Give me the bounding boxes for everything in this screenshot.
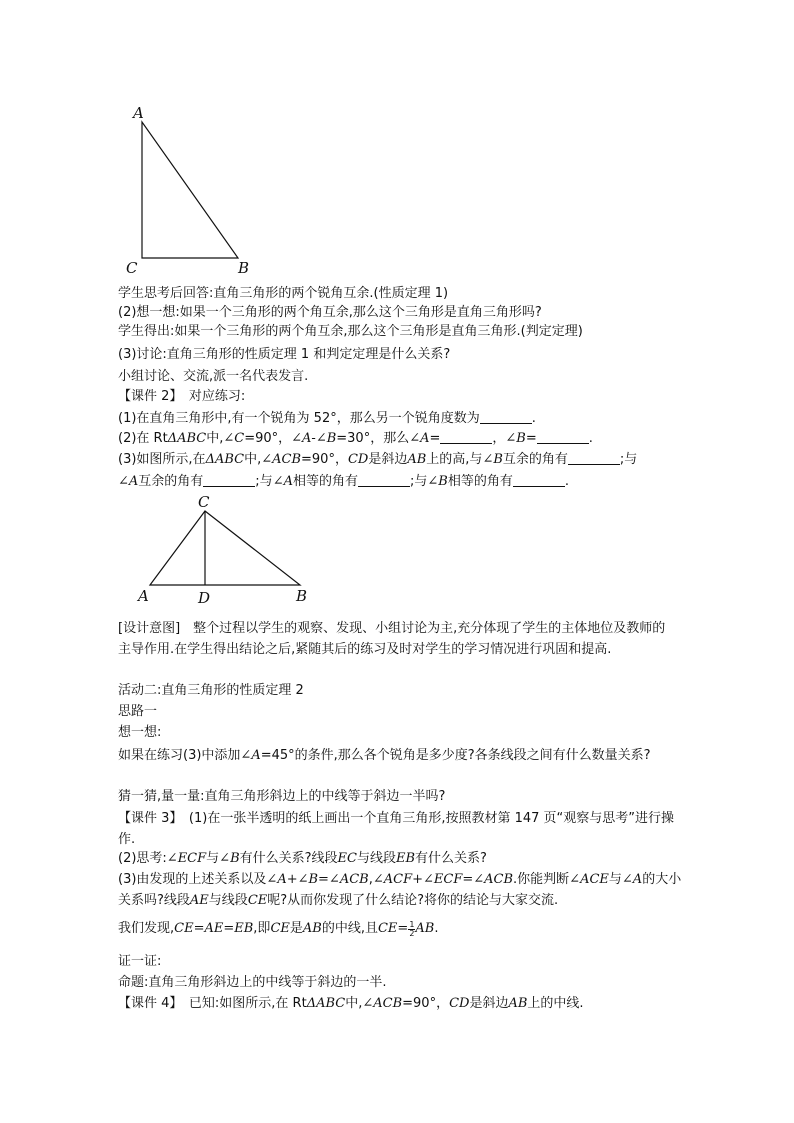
- triangle-acb: [142, 122, 238, 258]
- finding-line: 我们发现,CE=AE=EB,即CE是AB的中线,且CE= $\frac{1}{2}$ AB.: [118, 920, 439, 938]
- text-line: 证一证:: [118, 954, 162, 969]
- answer-blank: [203, 474, 255, 487]
- text-line: 学生得出:如果一个三角形的两个角互余,那么这个三角形是直角三角形.(判定定理): [118, 324, 583, 339]
- vertex-label-a: A: [138, 587, 149, 605]
- activity-heading: 活动二:直角三角形的性质定理 2: [118, 683, 304, 698]
- text-line: 想一想:: [118, 725, 162, 740]
- triangle-abc: [150, 511, 300, 585]
- text-line: 思路一: [118, 704, 158, 719]
- exercise-3: (3)如图所示,在ΔABC中,∠ACB=90°，CD是斜边AB上的高,与∠B互余的角有 ;与: [118, 452, 638, 467]
- answer-blank: [537, 431, 589, 444]
- design-intent-paragraph: [设计意图] 整个过程以学生的观察、发现、小组讨论为主,充分体现了学生的主体地位及教师的主导作用.在学生得出结论之后,紧随其后的练习及时对学生的学习情况进行巩固和提高.: [118, 621, 666, 657]
- exercise-3-cont: ∠A互余的角有 ;与∠A相等的角有 ;与∠B相等的角有 .: [118, 474, 569, 489]
- answer-blank: [358, 474, 410, 487]
- vertex-label-a: A: [133, 104, 144, 122]
- exercise-1: (1)在直角三角形中,有一个锐角为 52°，那么另一个锐角度数为 .: [118, 411, 536, 426]
- answer-blank: [440, 431, 492, 444]
- altitude-triangle-figure: [130, 493, 320, 608]
- text-line: 关系吗?线段AE与线段CE呢?从而你发现了什么结论?将你的结论与大家交流.: [118, 893, 559, 908]
- answer-blank: [480, 411, 532, 424]
- text-line: 猜一猜,量一量:直角三角形斜边上的中线等于斜边一半吗?: [118, 789, 446, 804]
- text-line: (2)思考:∠ECF与∠B有什么关系?线段EC与线段EB有什么关系?: [118, 851, 487, 866]
- vertex-label-b: B: [238, 259, 250, 277]
- text-line: 学生思考后回答:直角三角形的两个锐角互余.(性质定理 1): [118, 286, 449, 301]
- proposition-line: 命题:直角三角形斜边上的中线等于斜边的一半.: [118, 975, 387, 990]
- courseware-4-line: 【课件 4】 已知:如图所示,在 RtΔABC中,∠ACB=90°，CD是斜边AB上的中线.: [118, 996, 584, 1011]
- text-line: 小组讨论、交流,派一名代表发言.: [118, 369, 309, 384]
- right-triangle-figure: [120, 100, 280, 280]
- courseware-heading: 【课件 2】 对应练习:: [118, 389, 246, 404]
- text-line: (2)想一想:如果一个三角形的两个角互余,那么这个三角形是直角三角形吗?: [118, 305, 542, 320]
- fraction-one-half: $\frac{1}{2}$: [409, 920, 415, 938]
- answer-blank: [568, 452, 620, 465]
- vertex-label-b: B: [296, 587, 308, 605]
- vertex-label-c: C: [198, 493, 210, 511]
- text-line: (3)讨论:直角三角形的性质定理 1 和判定定理是什么关系?: [118, 347, 451, 362]
- vertex-label-d: D: [198, 589, 211, 607]
- text-line: (3)由发现的上述关系以及∠A+∠B=∠ACB,∠ACF+∠ECF=∠ACB.你能判断∠ACE与∠A的大小: [118, 872, 682, 887]
- vertex-label-c: C: [126, 259, 138, 277]
- courseware-3-paragraph: 【课件 3】 (1)在一张半透明的纸上画出一个直角三角形,按照教材第 147 页“观察与思考”进行操作.: [118, 811, 674, 847]
- question-paragraph: 如果在练习(3)中添加∠A=45°的条件,那么各个锐角是多少度?各条线段之间有什么数量关系?: [118, 748, 651, 763]
- answer-blank: [513, 474, 565, 487]
- exercise-2: (2)在 RtΔABC中,∠C=90°，∠A-∠B=30°，那么∠A= ，∠B= .: [118, 431, 593, 446]
